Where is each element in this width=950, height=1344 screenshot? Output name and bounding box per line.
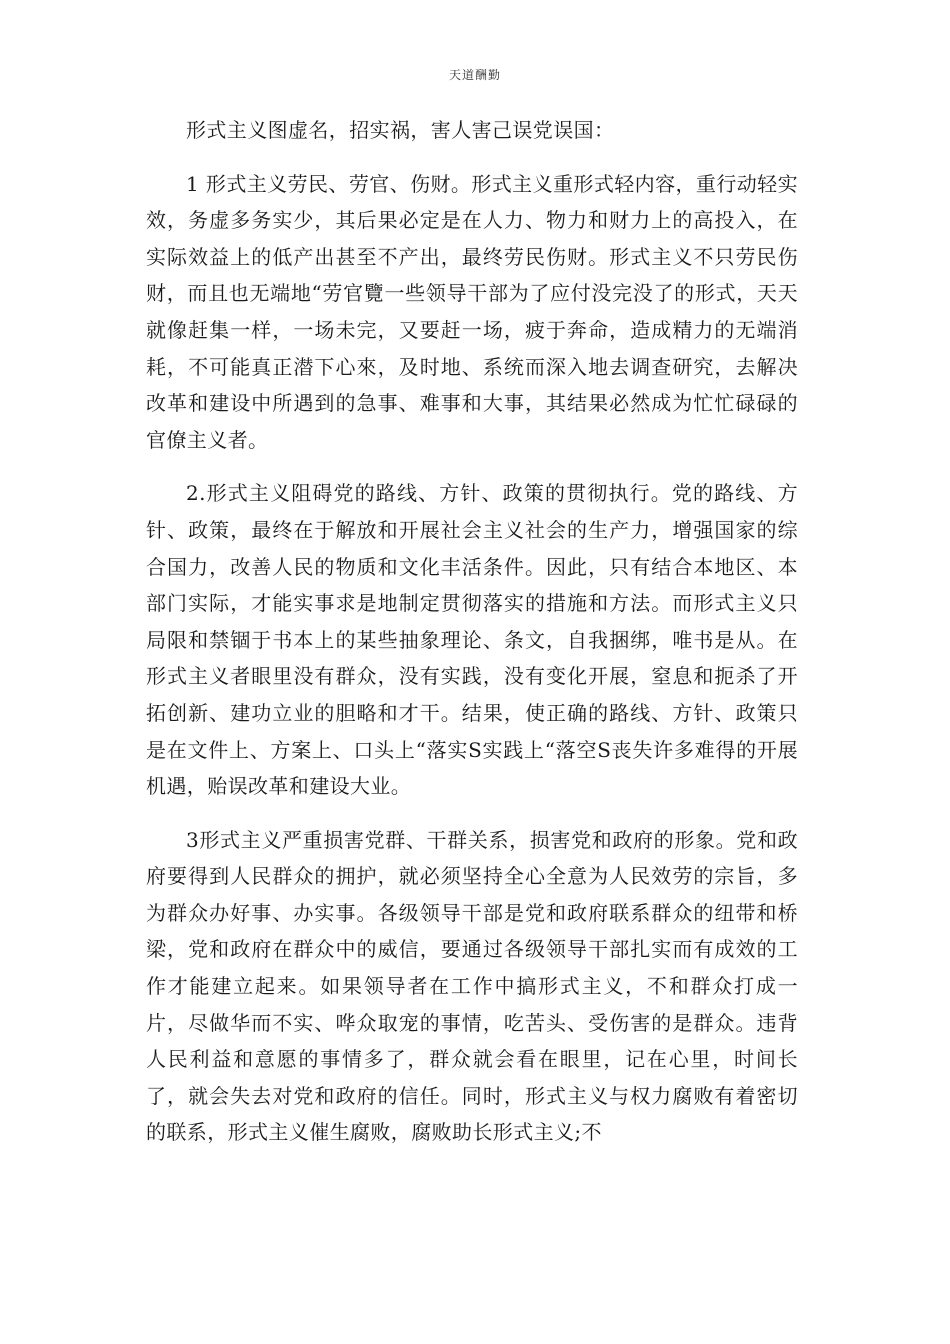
intro-paragraph: 形式主义图虚名，招实祸，害人害己误党误国：: [186, 118, 615, 142]
page-header: 天道酬勤: [448, 68, 501, 82]
paragraph-3: 3形式主义严重损害党群、干群关系，损害党和政府的形象。党和政府要得到人民群众的拥护，就必须坚持全心全意为人民效劳的宗旨，多为群众办好事、办实事。各级领导干部是党和政府联系群众的纽带和桥梁，党和政府在群众中的威信，要通过各级领导干部扎实而有成效的工作才能建立起来。如果领导者在工作中搞形式主义，不和群众打成一片，尽做华而不实、哗众取宠的事情，吃苦头、受伤害的是群众。违背人民利益和意愿的事情多了，群众就会看在眼里，记在心里，时间长了，就会失去对党和政府的信任。同时，形式主义与权力腐败有着密切的联系，形式主义催生腐败，腐败助长形式主义;不: [146, 827, 798, 1145]
paragraph-1: 1 形式主义劳民、劳官、伤财。形式主义重形式轻内容，重行动轻实效，务虚多务实少，其后果必定是在人力、物力和财力上的高投入，在实际效益上的低产出甚至不产出，最终劳民伤财。形式主义不只劳民伤财，而且也无端地“劳官覽一些领导干部为了应付没完没了的形式，天天就像赶集一样，一场未完，又要赶一场，疲于奔命，造成精力的无端消耗，不可能真正潜下心來，及时地、系统而深入地去调查研究，去解决改革和建设中所遇到的急事、难事和大事，其结果必然成为忙忙碌碌的官僚主义者。: [146, 171, 798, 452]
paragraph-2: 2.形式主义阻碍党的路线、方针、政策的贯彻执行。党的路线、方针、政策，最终在于解放和开展社会主义社会的生产力，增强国家的综合国力，改善人民的物质和文化丰活条件。因此，只有结合本地区、本部门实际，才能实事求是地制定贯彻落实的措施和方法。而形式主义只局限和禁锢于书本上的某些抽象理论、条文，自我捆绑，唯书是从。在形式主义者眼里没有群众，没有实践，没有变化开展，窒息和扼杀了开拓创新、建功立业的胆略和才干。结果，使正确的路线、方针、政策只是在文件上、方案上、口头上“落实S实践上“落空S丧失许多难得的开展机遇，贻误改革和建设大业。: [146, 481, 798, 799]
document-body: [146, 112, 798, 1151]
